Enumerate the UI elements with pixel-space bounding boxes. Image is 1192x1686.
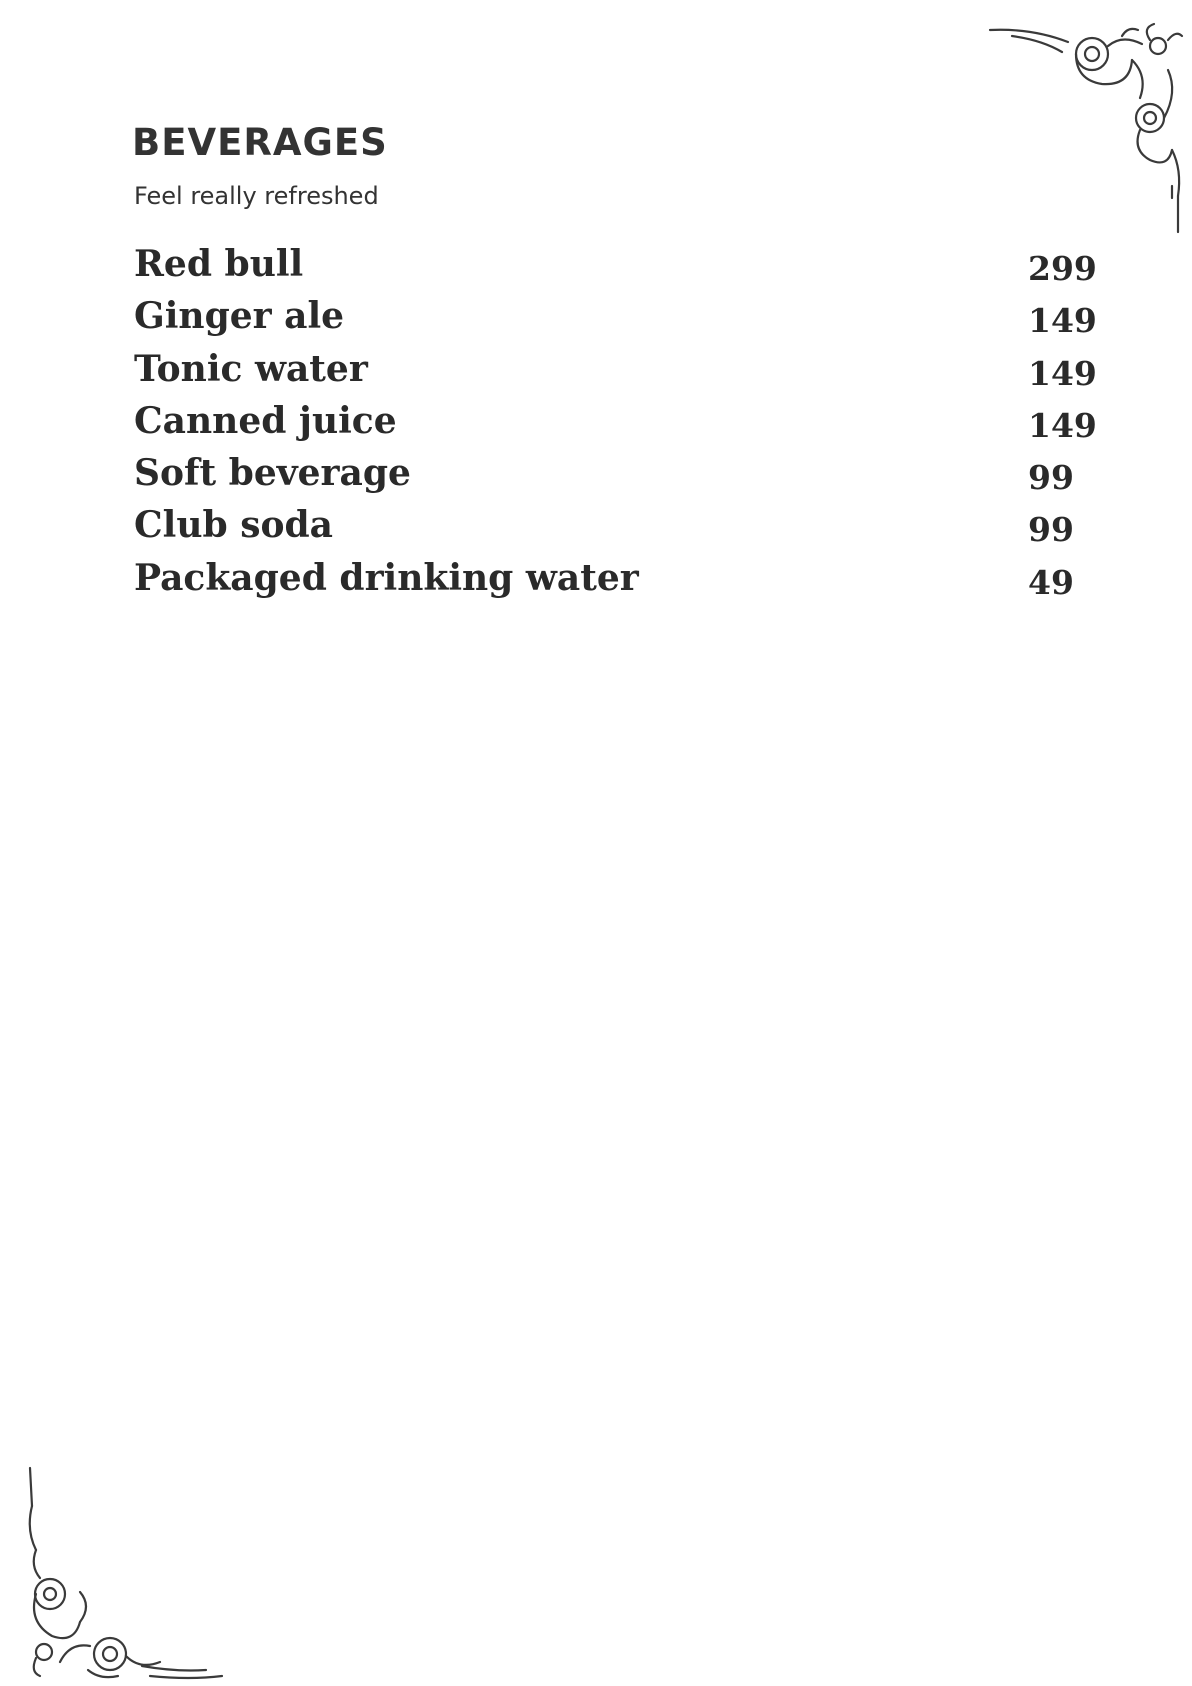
corner-ornament-top-right-icon [972, 0, 1192, 240]
menu-item [134, 347, 1097, 403]
item-name: Red bull [134, 243, 304, 285]
menu-item [134, 243, 1097, 298]
section-subtitle: Feel really refreshed [134, 182, 379, 210]
item-price: 99 [1028, 458, 1074, 498]
item-name: Tonic water [134, 347, 368, 390]
menu-item [134, 504, 1096, 559]
item-price: 149 [1028, 405, 1097, 445]
item-name: Soft beverage [134, 452, 411, 495]
menu-item [134, 556, 1096, 612]
item-price: 99 [1028, 510, 1074, 550]
menu-item-list [134, 243, 1097, 612]
item-price: 149 [1028, 301, 1097, 341]
menu-item [134, 452, 1096, 507]
item-price: 299 [1028, 249, 1097, 288]
item-name: Canned juice [134, 399, 397, 442]
item-name: Ginger ale [134, 295, 345, 338]
item-name: Packaged drinking water [134, 556, 639, 599]
item-price: 149 [1028, 353, 1097, 393]
item-price: 49 [1028, 562, 1074, 602]
section-title: BEVERAGES [132, 121, 388, 164]
menu-item [134, 399, 1097, 455]
menu-item [134, 295, 1097, 350]
item-name: Club soda [134, 504, 333, 547]
corner-ornament-bottom-left-icon [0, 1466, 240, 1686]
